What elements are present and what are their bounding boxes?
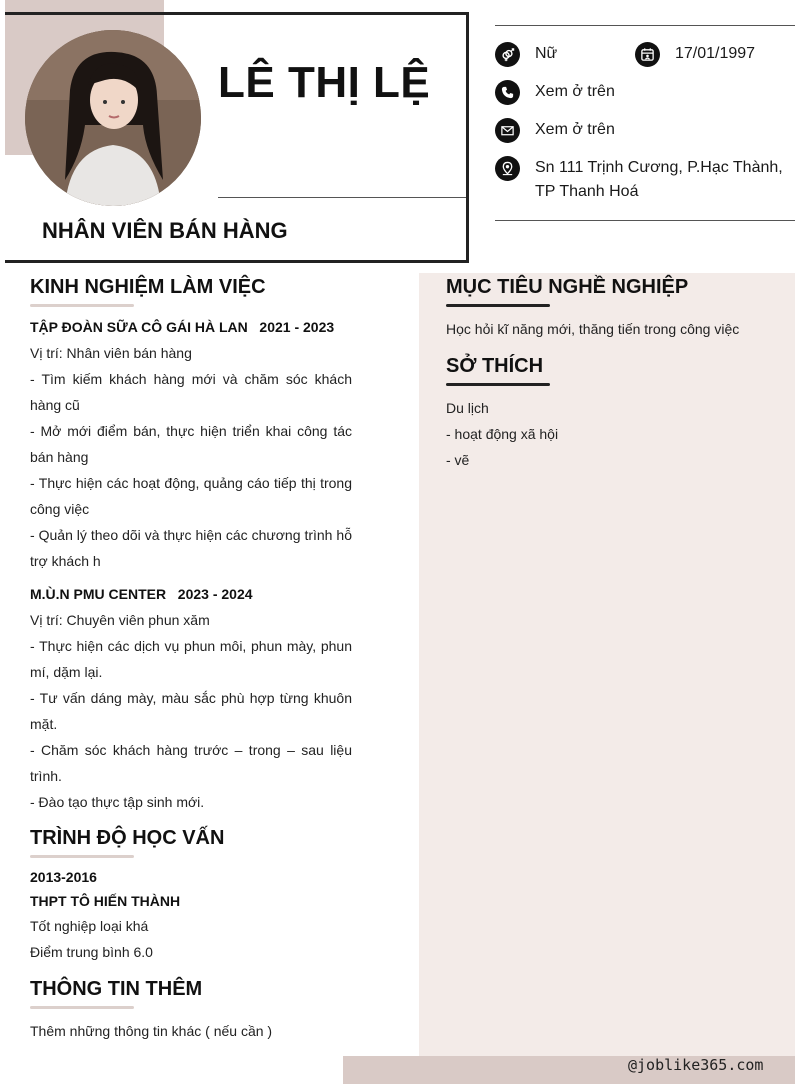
hobby-item: Du lịch — [446, 400, 489, 416]
hobbies-underline — [446, 383, 550, 386]
gender-value: Nữ — [535, 45, 558, 62]
school-name: THPT TÔ HIẾN THÀNH — [30, 893, 181, 909]
address-line-2: TP Thanh Hoá — [535, 183, 639, 200]
experience-entry-1 — [30, 314, 352, 574]
education-underline — [30, 855, 134, 858]
contact-address — [495, 156, 783, 204]
address-line-1: Sn 111 Trịnh Cương, P.Hạc Thành, — [535, 159, 783, 176]
extra-underline — [30, 1006, 134, 1009]
job-duty: - Tư vấn dáng mày, màu sắc phù hợp từng khuôn mặt. — [30, 690, 352, 732]
experience-underline — [30, 304, 134, 307]
contact-phone — [495, 80, 615, 105]
education-period: 2013-2016 — [30, 869, 97, 885]
avatar — [25, 30, 201, 206]
hobbies-list — [446, 395, 776, 473]
job-period: 2023 - 2024 — [177, 586, 253, 602]
hobby-item: - vẽ — [446, 452, 470, 468]
hobby-item: - hoạt động xã hội — [446, 426, 559, 442]
job-duty: - Thực hiện các dịch vụ phun môi, phun mày, phun mí, dặm lại. — [30, 638, 352, 680]
footer-watermark: @joblike365.com — [628, 1056, 764, 1074]
job-position: Vị trí: Nhân viên bán hàng — [30, 345, 192, 361]
phone-icon — [495, 80, 520, 105]
entry-heading — [30, 581, 352, 607]
name-divider — [218, 197, 466, 198]
job-duty: - Đào tạo thực tập sinh mới. — [30, 794, 205, 810]
job-position: Vị trí: Chuyên viên phun xăm — [30, 612, 210, 628]
email-icon — [495, 118, 520, 143]
job-period: 2021 - 2023 — [259, 319, 335, 335]
education-title: TRÌNH ĐỘ HỌC VẤN — [30, 827, 225, 849]
job-duty: - Mở mới điểm bán, thực hiện triển khai công tác bán hàng — [30, 423, 352, 465]
job-duty: - Chăm sóc khách hàng trước – trong – sau liệu trình. — [30, 742, 352, 784]
objective-title: MỤC TIÊU NGHỀ NGHIỆP — [446, 276, 689, 298]
entry-heading — [30, 314, 352, 340]
avatar-photo — [25, 30, 201, 206]
job-duty: - Tìm kiếm khách hàng mới và chăm sóc khách hàng cũ — [30, 371, 352, 413]
extra-text: Thêm những thông tin khác ( nếu cần ) — [30, 1023, 273, 1039]
objective-underline — [446, 304, 550, 307]
email-value: Xem ở trên — [535, 121, 615, 138]
contact-block — [495, 25, 795, 221]
experience-title: KINH NGHIỆM LÀM VIỆC — [30, 276, 266, 298]
job-title: NHÂN VIÊN BÁN HÀNG — [42, 218, 288, 243]
calendar-icon — [635, 42, 660, 67]
experience-entry-2 — [30, 581, 352, 815]
contact-birthdate — [635, 42, 755, 67]
job-duty: - Quản lý theo dõi và thực hiện các chương trình hỗ trợ khách h — [30, 527, 352, 569]
job-duty: - Thực hiện các hoạt động, quảng cáo tiếp thị trong công việc — [30, 475, 352, 517]
contact-email — [495, 118, 615, 143]
contact-gender — [495, 42, 557, 67]
extra-title: THÔNG TIN THÊM — [30, 978, 203, 1000]
education-gpa: Điểm trung bình 6.0 — [30, 944, 153, 960]
education-entry — [30, 865, 352, 965]
objective-text: Học hỏi kĩ năng mới, thăng tiến trong công việc — [446, 321, 740, 337]
candidate-name: LÊ THỊ LỆ — [218, 58, 431, 107]
hobbies-title: SỞ THÍCH — [446, 355, 544, 377]
company-name: M.Ù.N PMU CENTER — [30, 586, 167, 602]
right-panel — [419, 273, 795, 1063]
company-name: TẬP ĐOÀN SỮA CÔ GÁI HÀ LAN — [30, 319, 248, 335]
education-result: Tốt nghiệp loại khá — [30, 918, 149, 934]
location-icon — [495, 156, 520, 181]
birthdate-value: 17/01/1997 — [675, 45, 756, 62]
gender-icon — [495, 42, 520, 67]
phone-value: Xem ở trên — [535, 83, 615, 100]
